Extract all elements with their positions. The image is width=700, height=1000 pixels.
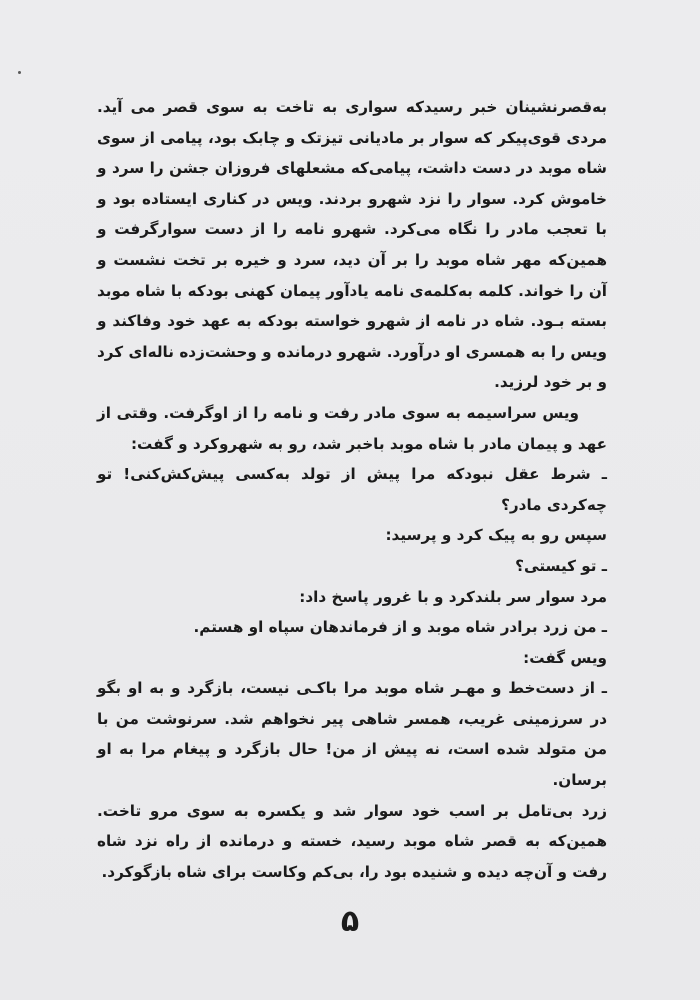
dialogue-line-4: ـ از دست‌خط و مهـر شاه موبد مرا باکـی نیست، بازگرد و به او بگو در سرزمینی غریب، همسر شاهی پیر نخواهم شد. سرنوشت من با من متولد شده است، نه پیش از من! حال بازگرد و پیغام مرا به او برسان. xyxy=(97,679,607,790)
narration-line-2: مرد سوار سر بلندکرد و با غرور پاسخ داد: xyxy=(299,587,607,606)
paragraph-2: ویس سراسیمه به سوی مادر رفت و نامه را از اوگرفت. وقتی از عهد و پیمان مادر با شاه موبد باخبر شد، رو به شهروکرد و گفت: xyxy=(97,403,607,453)
paragraph-1: به‌قصرنشینان خبر رسیدکه سواری به تاخت به سوی قصر می آید. مردی قوی‌پیکر که سوار بر مادیانی تیزتک و چابک بود، پیامی از سوی شاه موبد در دست داشت، پیامی‌که مشعلهای فروزان جشن را سرد و خاموش کرد. سوار را نزد شهرو بردند. ویس در کناری ایستاده بود و با تعجب مادر را نگاه می‌کرد. شهرو نامه را از دست سوارگرفت و همین‌که مهر شاه موبد را بر آن دید، سرد و خیره بر تخت نشست و آن را خواند. کلمه به‌کلمه‌ی نامه یادآور پیمان کهنی بودکه با شاه موبد بسته بـود. شاه در نامه از شهرو خواسته بودکه به عهد خود وفاکند و ویس را به همسری او درآورد. شهرو درمانده و وحشت‌زده ناله‌ای کرد و بر خود لرزید. xyxy=(97,98,607,392)
dialogue-line-3: ـ من زرد برادر شاه موبد و از فرماندهان سپاه او هستم. xyxy=(193,618,607,637)
dialogue-line-1: ـ شرط عقل نبودکه مرا پیش از تولد به‌کسی پیش‌کش‌کنی! تو چه‌کردی مادر؟ xyxy=(97,465,607,514)
dialogue-line-2: ـ تو کیستی؟ xyxy=(515,556,607,575)
scan-speck xyxy=(18,71,21,74)
body-text xyxy=(97,92,607,887)
paragraph-final: زرد بی‌تامل بر اسب خود سوار شد و یکسره به سوی مرو تاخت. همین‌که به قصر شاه موبد رسید، خسته و درمانده از راه نزد شاه رفت و آن‌چه دیده و شنیده بود را، بی‌کم وکاست برای شاه بازگوکرد. xyxy=(97,801,607,881)
narration-line-1: سپس رو به پیک کرد و پرسید: xyxy=(385,526,607,545)
page-number: ۵ xyxy=(340,904,360,939)
narration-line-3: ویس گفت: xyxy=(523,648,607,667)
